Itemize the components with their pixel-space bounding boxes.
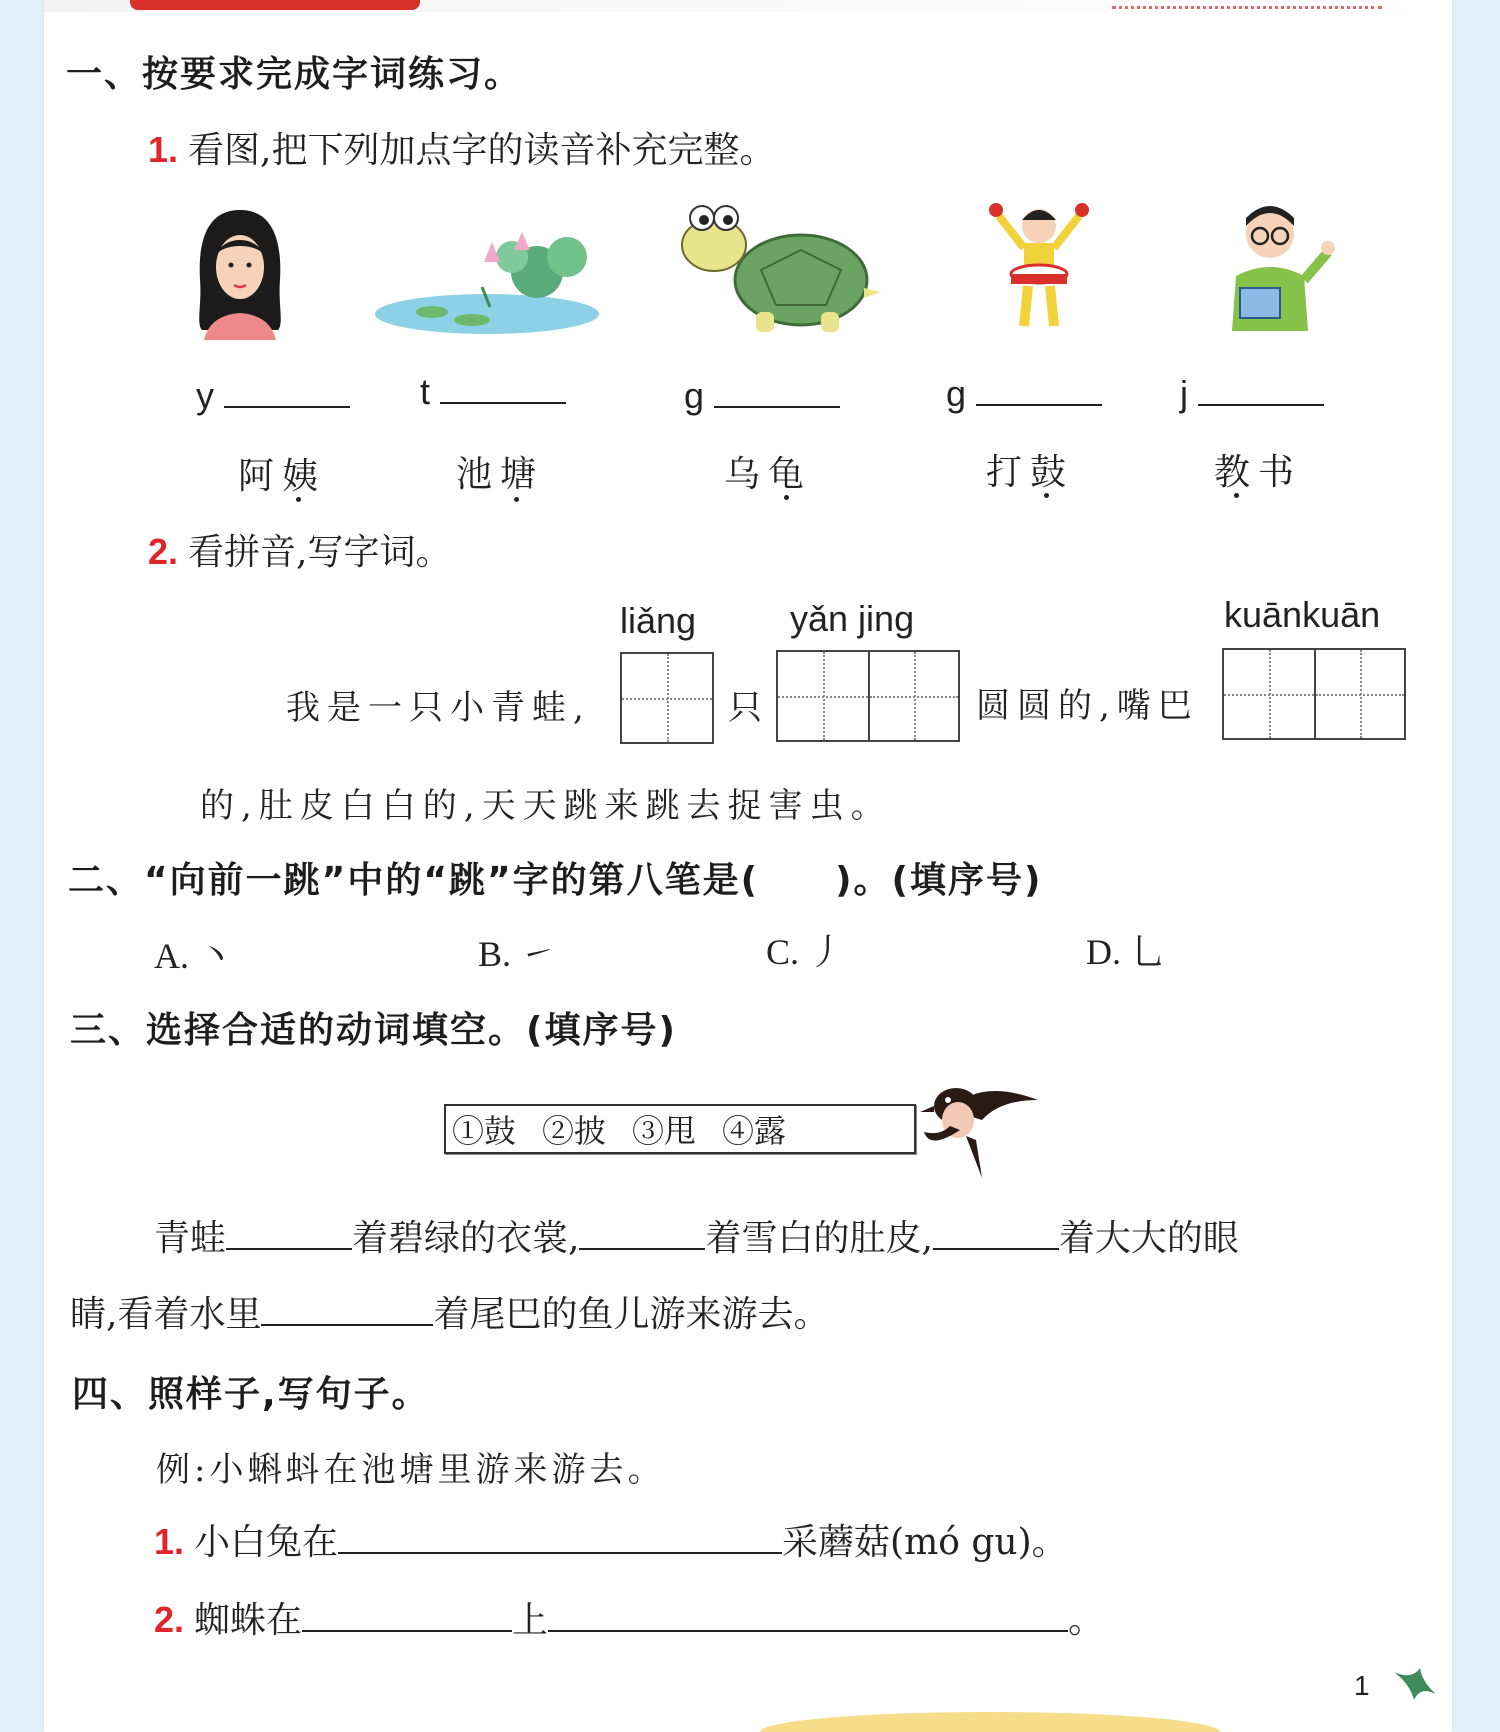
s4-q2-blank-2[interactable] <box>548 1596 1068 1632</box>
option-b-letter: B. <box>478 934 512 974</box>
option-c[interactable] <box>766 924 844 975</box>
bird-corner-icon <box>1390 1664 1440 1710</box>
item-3-blank[interactable] <box>714 372 840 408</box>
choice-1: ①鼓 <box>452 1112 517 1150</box>
s4-q1-blank[interactable] <box>338 1518 782 1554</box>
grid-cell[interactable] <box>778 652 868 740</box>
item-4-initial-line <box>946 370 1102 415</box>
item-5-dot <box>1234 493 1239 498</box>
page-number: 1 <box>1354 1670 1370 1701</box>
section2-heading: 二、“向前一跳”中的“跳”字的第八笔是( )。(填序号) <box>68 860 1043 901</box>
fill-text-2: 着碧绿的衣裳, <box>352 1218 580 1259</box>
choice-3: ③甩 <box>632 1112 697 1150</box>
s4-q1-after: 采蘑菇(mó gu)。 <box>782 1522 1068 1563</box>
option-d-letter: D. <box>1086 932 1121 972</box>
teacher-icon <box>1222 196 1337 336</box>
header-tag <box>130 0 420 10</box>
item-1-initial: y <box>196 375 214 416</box>
q2-number: 2. <box>148 531 179 572</box>
fill-line-2 <box>70 1286 829 1337</box>
pinyin-kuankuan: kuānkuān <box>1224 594 1381 635</box>
fill-blank-4[interactable] <box>261 1290 433 1326</box>
section4-heading: 四、照样子,写句子。 <box>72 1374 430 1415</box>
pond-icon <box>372 232 602 337</box>
s4-q1-before: 小白兔在 <box>194 1522 339 1563</box>
item-2-dot <box>514 497 519 502</box>
fill-text-3: 着雪白的肚皮, <box>705 1218 933 1259</box>
q2-line1-part1: 我是一只小青蛙, <box>286 688 591 728</box>
item-5-blank[interactable] <box>1198 370 1324 406</box>
s4-q2-after: 。 <box>1068 1600 1105 1641</box>
q2-line2: 的,肚皮白白的,天天跳来跳去捉害虫。 <box>200 786 892 826</box>
grid-cell[interactable] <box>1224 650 1314 738</box>
item-3-dot <box>784 495 789 500</box>
item-4-word: 打鼓 <box>986 452 1075 493</box>
swallow-icon <box>920 1070 1040 1180</box>
q2-prompt <box>148 524 451 575</box>
option-b[interactable] <box>478 926 556 977</box>
fill-text-6: 着尾巴的鱼儿游来游去。 <box>433 1294 830 1335</box>
grid-cell[interactable] <box>868 652 958 740</box>
q1-prompt <box>148 122 775 173</box>
q1-text: 看图,把下列加点字的读音补充完整。 <box>188 130 776 171</box>
q2-line1-part2: 只 <box>728 688 769 728</box>
grid-yanjing[interactable] <box>776 650 960 742</box>
option-b-stroke: ㇀ <box>520 934 557 974</box>
choice-4: ④露 <box>722 1112 787 1150</box>
item-2-word: 池塘 <box>456 454 545 495</box>
fill-text-4: 着大大的眼 <box>1058 1218 1239 1259</box>
option-a-letter: A. <box>154 936 189 976</box>
option-d[interactable] <box>1086 924 1166 975</box>
fill-blank-2[interactable] <box>579 1214 705 1250</box>
grid-cell[interactable] <box>622 654 712 742</box>
item-1-dot <box>296 497 301 502</box>
woman-icon <box>190 205 290 340</box>
item-1-initial-line <box>196 372 350 417</box>
s4-q2-middle: 上 <box>512 1600 549 1641</box>
header-dotted-line <box>1112 0 1382 9</box>
choice-2: ②披 <box>542 1112 607 1150</box>
option-d-stroke: 乚 <box>1130 932 1167 972</box>
fill-text-5: 睛,看着水里 <box>70 1294 262 1335</box>
turtle-icon <box>676 200 881 338</box>
pinyin-yanjing: yǎn jing <box>790 598 915 639</box>
verb-choices-box <box>444 1104 916 1154</box>
option-c-stroke: 丿 <box>808 932 845 972</box>
item-2-initial: t <box>420 371 431 412</box>
pinyin-liang: liǎng <box>620 600 697 641</box>
q2-line1-part3: 圆圆的,嘴巴 <box>976 686 1199 726</box>
s4-q2-before: 蜘蛛在 <box>194 1600 303 1641</box>
option-c-letter: C. <box>766 932 800 972</box>
item-3-initial-line <box>684 372 840 417</box>
drummer-icon <box>984 196 1094 336</box>
item-1-word: 阿姨 <box>238 456 327 497</box>
item-2-blank[interactable] <box>440 368 566 404</box>
grid-cell[interactable] <box>1314 650 1404 738</box>
s4-q2 <box>154 1592 1104 1643</box>
s4-q2-blank-1[interactable] <box>302 1596 512 1632</box>
q2-text: 看拼音,写字词。 <box>188 532 452 573</box>
item-5-initial: j <box>1180 373 1188 414</box>
section3-heading: 三、选择合适的动词填空。(填序号) <box>70 1010 677 1051</box>
fill-blank-1[interactable] <box>226 1214 352 1250</box>
item-1-blank[interactable] <box>224 372 350 408</box>
s4-q1 <box>154 1514 1068 1565</box>
option-a-stroke: 丶 <box>198 936 235 976</box>
item-5-initial-line <box>1180 370 1324 415</box>
example-sentence: 例:小蝌蚪在池塘里游来游去。 <box>156 1450 666 1490</box>
grid-liang[interactable] <box>620 652 714 744</box>
fill-line-1 <box>154 1210 1239 1261</box>
q1-number: 1. <box>148 129 179 170</box>
s4-q1-number: 1. <box>154 1521 185 1562</box>
section1-heading: 一、按要求完成字词练习。 <box>66 54 523 95</box>
item-3-initial: g <box>684 375 705 416</box>
item-4-initial: g <box>946 373 967 414</box>
s4-q2-number: 2. <box>154 1599 185 1640</box>
item-3-word: 乌龟 <box>724 454 813 495</box>
option-a[interactable] <box>154 928 234 979</box>
item-2-initial-line <box>420 368 566 413</box>
fill-text-1: 青蛙 <box>154 1218 227 1259</box>
item-5-word: 教书 <box>1214 452 1303 493</box>
item-4-blank[interactable] <box>976 370 1102 406</box>
grid-kuankuan[interactable] <box>1222 648 1406 740</box>
fill-blank-3[interactable] <box>933 1214 1059 1250</box>
item-4-dot <box>1044 493 1049 498</box>
